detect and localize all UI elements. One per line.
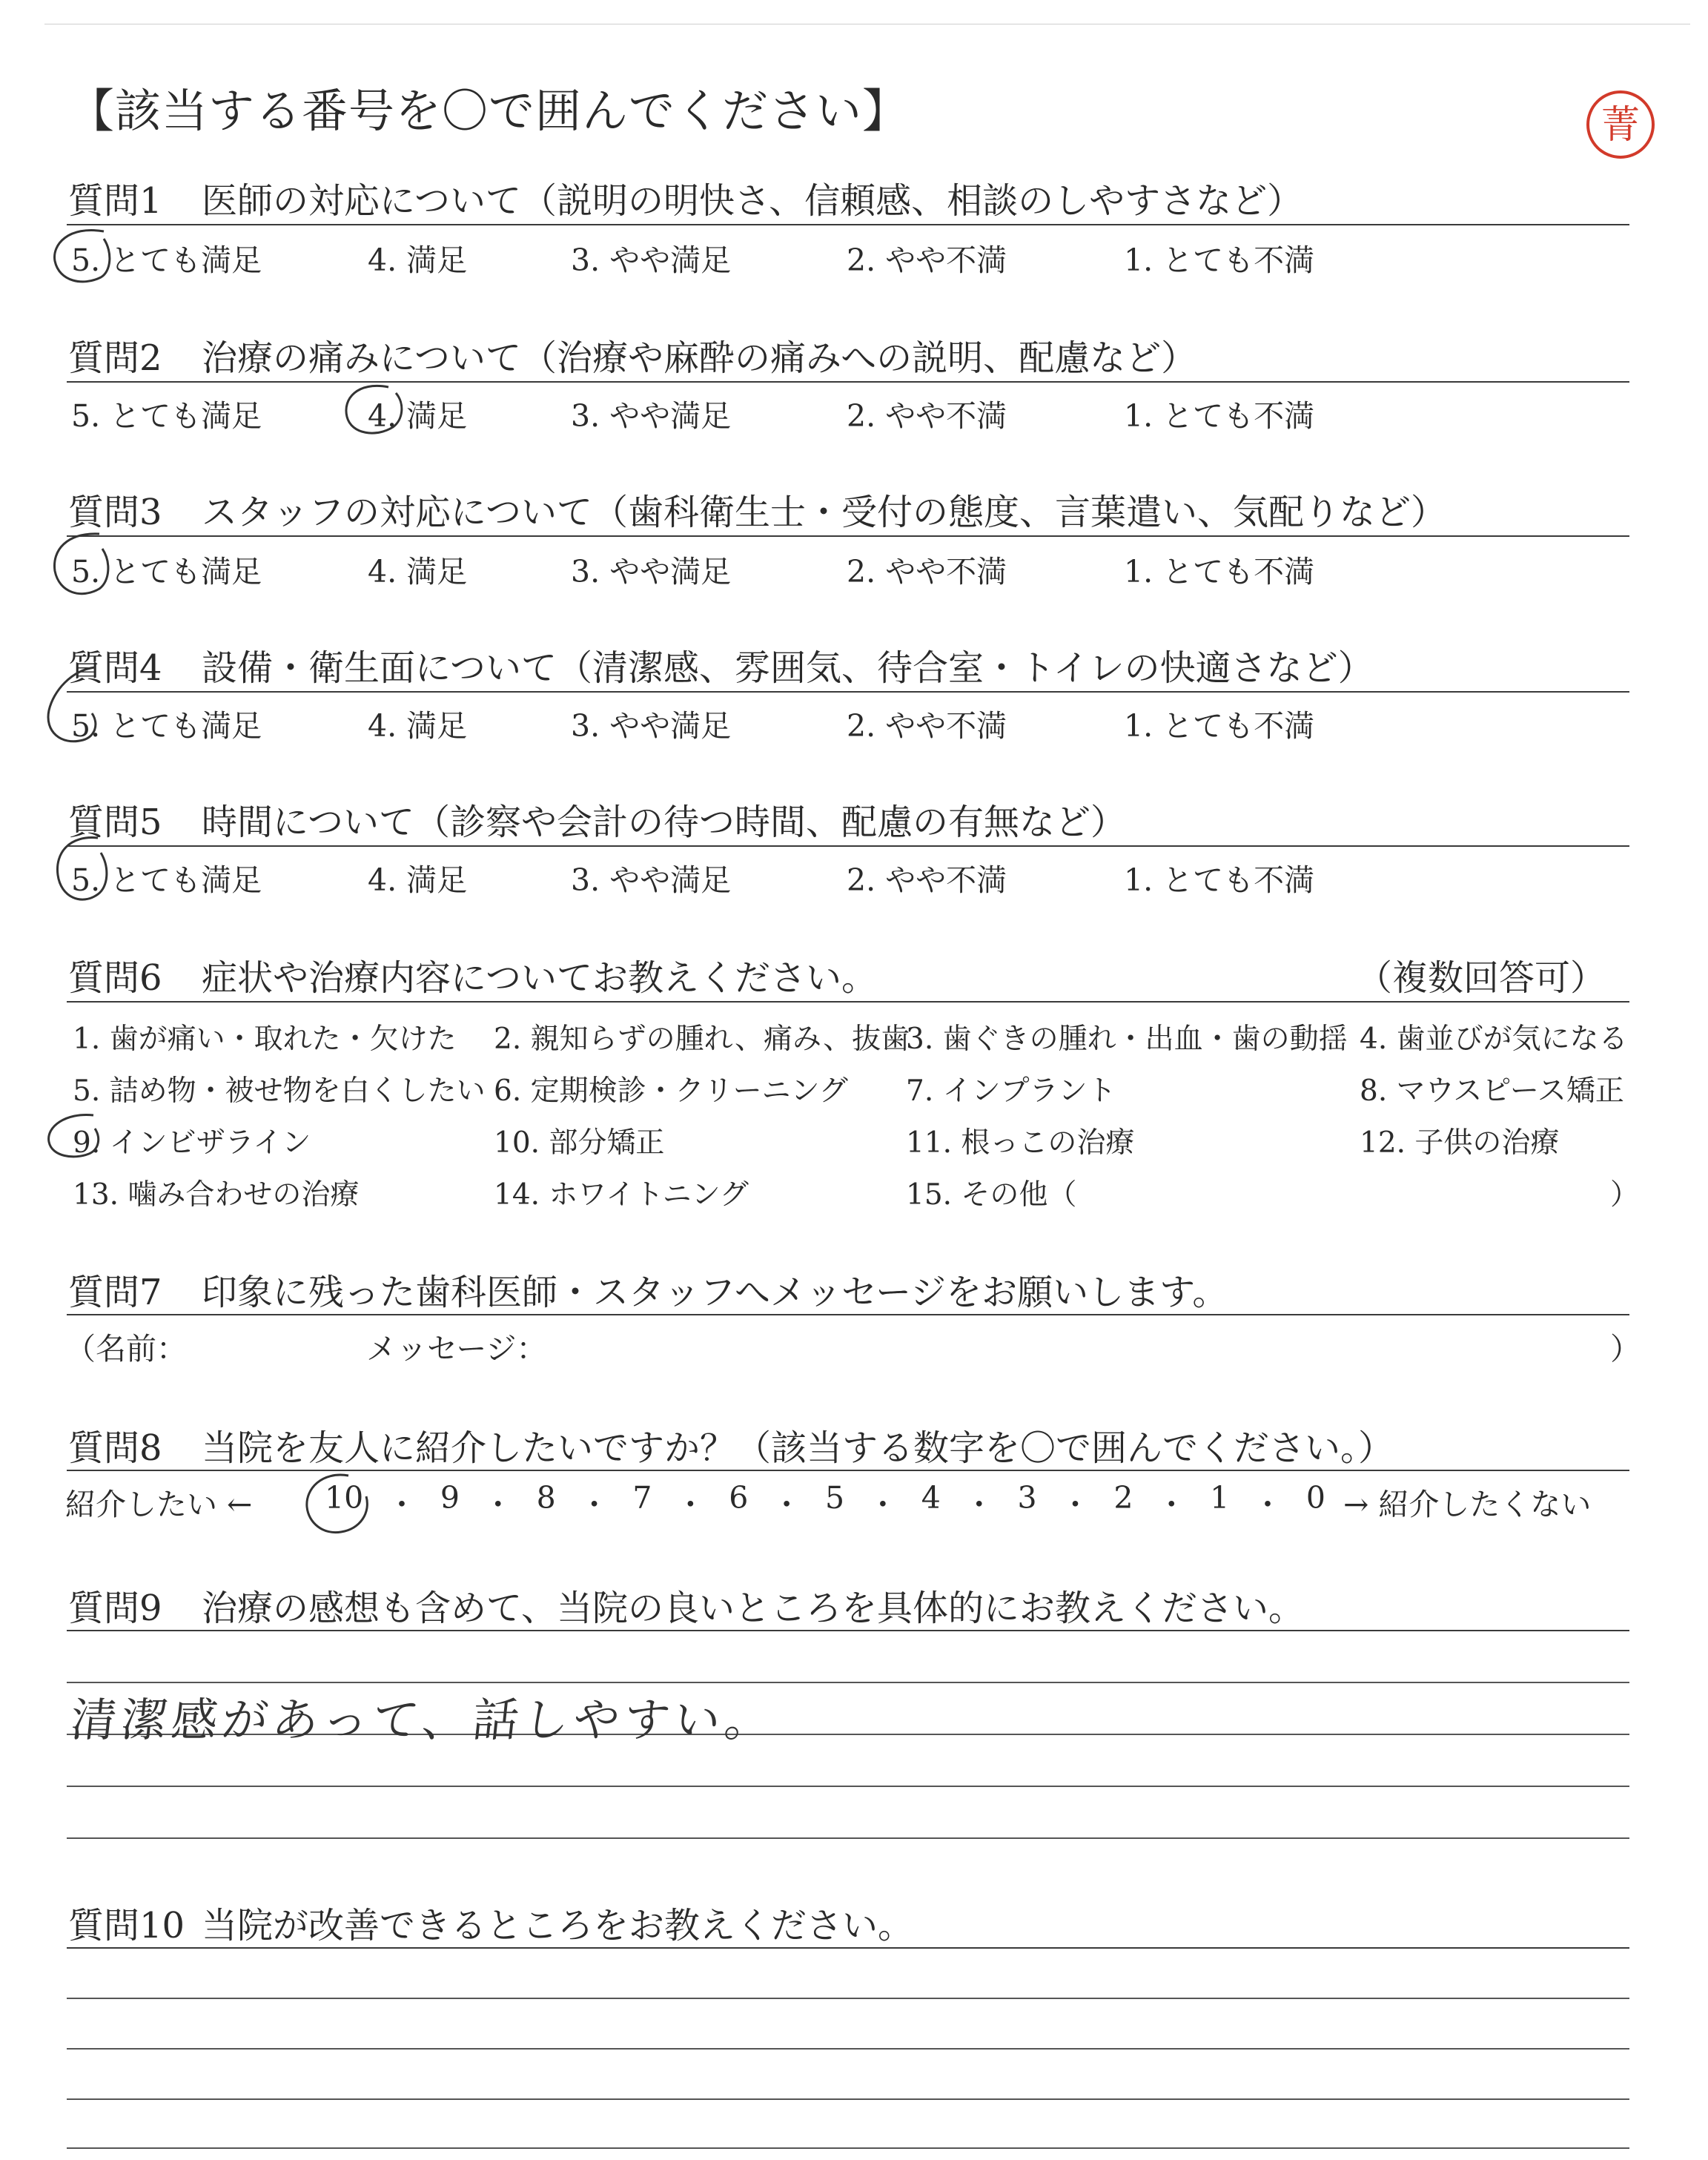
- form-instruction-title: 【該当する番号を〇で囲んでください】: [68, 84, 910, 138]
- q8-text: 当院を友人に紹介したいですか？（該当する数字を〇で囲んでください。）: [202, 1427, 1394, 1469]
- q6-item-12[interactable]: 12. 子供の治療: [1360, 1126, 1560, 1160]
- q2-option-3[interactable]: 3. やや満足: [571, 398, 732, 434]
- q6-item-11[interactable]: 11. 根っこの治療: [906, 1126, 1135, 1160]
- q8-score-8[interactable]: 8: [536, 1480, 556, 1516]
- q7-message-label[interactable]: メッセージ：: [366, 1331, 547, 1367]
- q10-answer-line: [67, 2147, 1629, 2149]
- seal-stamp: [1583, 87, 1658, 162]
- q8-score-7[interactable]: 7: [632, 1480, 652, 1516]
- q3-label: 質問3: [68, 492, 162, 533]
- q2-option-1[interactable]: 1. とても不満: [1124, 398, 1315, 434]
- q5-rule: [67, 845, 1629, 847]
- q6-item-5[interactable]: 5. 詰め物・被せ物を白くしたい: [73, 1074, 486, 1108]
- q6-item-15[interactable]: 15. その他（: [906, 1178, 1077, 1212]
- q9-text: 治療の感想も含めて、当院の良いところを具体的にお教えください。: [202, 1588, 1305, 1629]
- q4-label: 質問4: [68, 647, 162, 689]
- q6-item-14[interactable]: 14. ホワイトニング: [494, 1178, 749, 1212]
- q3-text: スタッフの対応について（歯科衛生士・受付の態度、言葉遣い、気配りなど）: [202, 492, 1447, 533]
- q8-score-2[interactable]: 2: [1113, 1480, 1133, 1516]
- q9-handwritten-answer[interactable]: 清潔感があって、話しやすい。: [67, 1693, 778, 1747]
- q1-text: 医師の対応について（説明の明快さ、信頼感、相談のしやすさなど）: [202, 180, 1303, 222]
- q7-name-label[interactable]: （名前：: [65, 1331, 187, 1367]
- q3-option-5[interactable]: 5. とても満足: [71, 554, 262, 589]
- q7-close-paren: ）: [1610, 1331, 1641, 1367]
- q9-label: 質問9: [68, 1588, 162, 1629]
- q5-text: 時間について（診察や会計の待つ時間、配慮の有無など）: [202, 802, 1127, 843]
- q8-sep: ・: [771, 1487, 802, 1522]
- q4-option-5[interactable]: 5. とても満足: [71, 708, 262, 744]
- q3-option-1[interactable]: 1. とても不満: [1124, 554, 1315, 589]
- q4-option-1[interactable]: 1. とても不満: [1124, 708, 1315, 744]
- q8-sep: ・: [1059, 1487, 1090, 1522]
- q6-note: （複数回答可）: [1357, 957, 1606, 999]
- q8-rule: [67, 1470, 1629, 1471]
- q4-option-4[interactable]: 4. 満足: [368, 708, 468, 744]
- q8-scale: [325, 1480, 1325, 1524]
- q8-sep: ・: [1252, 1487, 1283, 1522]
- q10-rule: [67, 1947, 1629, 1949]
- q4-option-3[interactable]: 3. やや満足: [571, 708, 732, 744]
- q1-option-4[interactable]: 4. 満足: [368, 242, 468, 278]
- q2-option-4[interactable]: 4. 満足: [368, 398, 468, 434]
- q7-rule: [67, 1314, 1629, 1315]
- q8-score-0[interactable]: 0: [1305, 1480, 1325, 1516]
- q10-text: 当院が改善できるところをお教えください。: [202, 1905, 914, 1946]
- q4-rule: [67, 691, 1629, 693]
- q4-option-2[interactable]: 2. やや不満: [847, 708, 1007, 744]
- q8-score-4[interactable]: 4: [921, 1480, 941, 1516]
- q8-sep: ・: [867, 1487, 898, 1522]
- q5-label: 質問5: [68, 802, 162, 843]
- q8-left-label: 紹介したい ←: [65, 1487, 253, 1522]
- q3-option-3[interactable]: 3. やや満足: [571, 554, 732, 589]
- q6-item-9[interactable]: 9. インビザライン: [73, 1126, 311, 1160]
- q8-sep: ・: [386, 1487, 417, 1522]
- q6-rule: [67, 1001, 1629, 1003]
- q6-item-4[interactable]: 4. 歯並びが気になる: [1360, 1023, 1628, 1056]
- q1-option-2[interactable]: 2. やや不満: [847, 242, 1007, 278]
- q8-sep: ・: [483, 1487, 514, 1522]
- q3-rule: [67, 535, 1629, 537]
- q8-score-9[interactable]: 9: [440, 1480, 460, 1516]
- q6-item-6[interactable]: 6. 定期検診・クリーニング: [494, 1074, 848, 1108]
- q10-answer-line: [67, 1998, 1629, 1999]
- q2-label: 質問2: [68, 337, 162, 379]
- q8-label: 質問8: [68, 1427, 162, 1469]
- q7-label: 質問7: [68, 1272, 162, 1313]
- q6-item-1[interactable]: 1. 歯が痛い・取れた・欠けた: [73, 1023, 457, 1056]
- q6-item-8[interactable]: 8. マウスピース矯正: [1360, 1074, 1624, 1108]
- q8-score-6[interactable]: 6: [729, 1480, 749, 1516]
- q1-option-1[interactable]: 1. とても不満: [1124, 242, 1315, 278]
- q1-option-3[interactable]: 3. やや満足: [571, 242, 732, 278]
- q1-label: 質問1: [68, 180, 162, 222]
- q5-option-2[interactable]: 2. やや不満: [847, 862, 1007, 898]
- q6-item-7[interactable]: 7. インプラント: [906, 1074, 1116, 1108]
- q4-text: 設備・衛生面について（清潔感、雰囲気、待合室・トイレの快適さなど）: [202, 647, 1374, 689]
- q1-rule: [67, 224, 1629, 225]
- q6-item-3[interactable]: 3. 歯ぐきの腫れ・出血・歯の動揺: [906, 1023, 1348, 1056]
- q3-option-4[interactable]: 4. 満足: [368, 554, 468, 589]
- q7-text: 印象に残った歯科医師・スタッフへメッセージをお願いします。: [202, 1272, 1228, 1313]
- q2-rule: [67, 381, 1629, 383]
- q10-answer-line: [67, 2098, 1629, 2100]
- q6-item-10[interactable]: 10. 部分矯正: [494, 1126, 665, 1160]
- q2-option-2[interactable]: 2. やや不満: [847, 398, 1007, 434]
- q6-label: 質問6: [68, 957, 162, 999]
- q8-score-3[interactable]: 3: [1017, 1480, 1037, 1516]
- q8-score-5[interactable]: 5: [824, 1480, 845, 1516]
- q5-option-3[interactable]: 3. やや満足: [571, 862, 732, 898]
- q6-item-13[interactable]: 13. 噛み合わせの治療: [73, 1178, 360, 1212]
- q6-item-2[interactable]: 2. 親知らずの腫れ、痛み、抜歯: [494, 1023, 910, 1056]
- q1-option-5[interactable]: 5. とても満足: [71, 242, 262, 278]
- q10-label: 質問10: [68, 1905, 185, 1946]
- q2-text: 治療の痛みについて（治療や麻酔の痛みへの説明、配慮など）: [202, 337, 1197, 379]
- q6-item-15-close: ）: [1610, 1178, 1640, 1212]
- q8-sep: ・: [964, 1487, 995, 1522]
- q10-answer-line: [67, 2048, 1629, 2050]
- q8-sep: ・: [1156, 1487, 1187, 1522]
- q2-option-5[interactable]: 5. とても満足: [71, 398, 262, 434]
- q8-sep: ・: [675, 1487, 706, 1522]
- q8-right-label: → 紹介したくない: [1343, 1487, 1592, 1522]
- q8-sep: ・: [579, 1487, 610, 1522]
- q5-option-4[interactable]: 4. 満足: [368, 862, 468, 898]
- q5-option-1[interactable]: 1. とても不満: [1124, 862, 1315, 898]
- q9-answer-line: [67, 1786, 1629, 1787]
- svg-text:菁: 菁: [1601, 103, 1641, 148]
- q6-text: 症状や治療内容についてお教えください。: [202, 957, 878, 999]
- q9-answer-line: [67, 1837, 1629, 1839]
- q5-option-5[interactable]: 5. とても満足: [71, 862, 262, 898]
- q8-score-10[interactable]: 10: [325, 1480, 364, 1516]
- q9-rule: [67, 1630, 1629, 1631]
- q3-option-2[interactable]: 2. やや不満: [847, 554, 1007, 589]
- q8-score-1[interactable]: 1: [1210, 1480, 1230, 1516]
